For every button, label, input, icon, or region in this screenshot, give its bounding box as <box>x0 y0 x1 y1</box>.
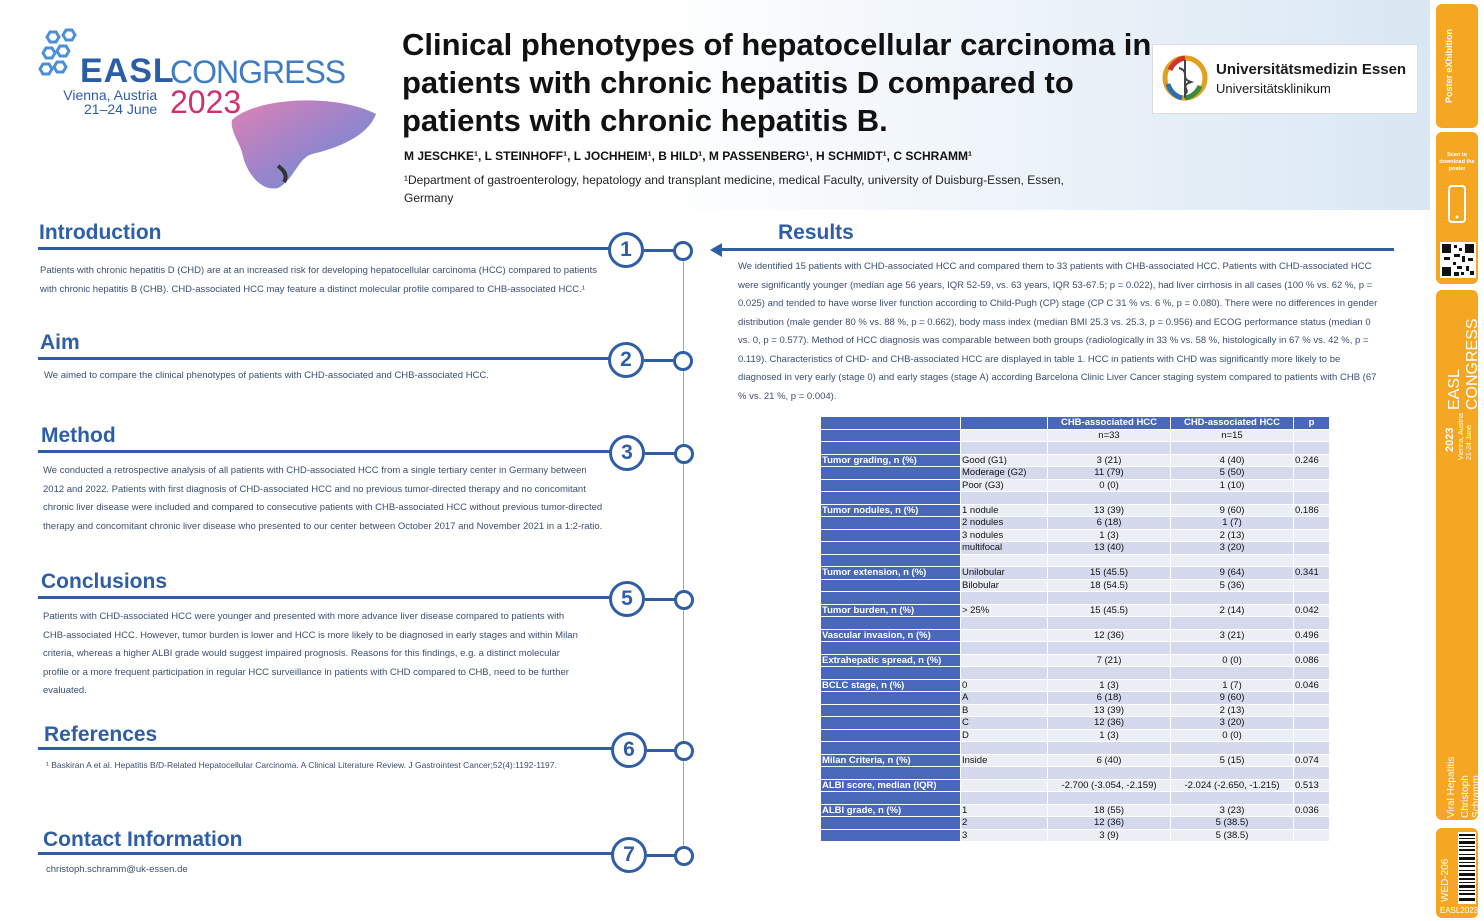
row-sublabel <box>961 655 1047 667</box>
row-sublabel <box>961 592 1047 604</box>
p-value <box>1294 542 1329 554</box>
section-number-7: 7 <box>611 837 647 873</box>
chb-value: 7 (21) <box>1048 655 1170 667</box>
row-label <box>821 730 960 742</box>
row-sublabel: Inside <box>961 755 1047 767</box>
divider <box>722 248 1394 251</box>
section-number-5: 5 <box>609 581 645 617</box>
row-sublabel <box>961 767 1047 779</box>
logo-year: 2023 <box>170 84 242 120</box>
logo-location: Vienna, Austria <box>63 87 158 103</box>
row-sublabel: 2 <box>961 817 1047 829</box>
p-value: 0.246 <box>1294 455 1329 467</box>
chb-value <box>1048 492 1170 504</box>
table-row <box>821 605 1329 617</box>
row-label <box>821 517 960 529</box>
row-sublabel <box>961 492 1047 504</box>
row-label <box>821 430 960 442</box>
chd-value <box>1171 592 1293 604</box>
chb-value <box>1048 555 1170 567</box>
sidebar-code: WED-206 <box>1440 858 1451 902</box>
p-value: 0.496 <box>1294 630 1329 642</box>
easl-logo-icon <box>38 28 82 78</box>
table-header-cell <box>961 417 1047 429</box>
section-heading-references: References <box>44 723 158 746</box>
row-sublabel: A <box>961 692 1047 704</box>
timeline-node <box>674 444 694 464</box>
table-row <box>821 767 1329 779</box>
p-value: 0.186 <box>1294 505 1329 517</box>
sidebar-topic: Viral Hepatitis <box>1446 756 1457 818</box>
divider <box>38 247 610 250</box>
chd-value: 3 (20) <box>1171 717 1293 729</box>
chb-value: 6 (18) <box>1048 517 1170 529</box>
chb-value: 1 (3) <box>1048 680 1170 692</box>
p-value <box>1294 555 1329 567</box>
row-label <box>821 480 960 492</box>
row-sublabel: Bilobular <box>961 580 1047 592</box>
row-label <box>821 467 960 479</box>
chd-value <box>1171 742 1293 754</box>
chb-value: 15 (45.5) <box>1048 605 1170 617</box>
chb-value: 13 (39) <box>1048 705 1170 717</box>
row-label <box>821 542 960 554</box>
row-sublabel <box>961 742 1047 754</box>
table-row <box>821 742 1329 754</box>
connector <box>645 598 677 601</box>
table-row <box>821 592 1329 604</box>
sidebar-congress-dates: 21-24 June <box>1466 424 1473 460</box>
timeline-node <box>673 241 693 261</box>
p-value <box>1294 742 1329 754</box>
row-sublabel: 3 <box>961 830 1047 842</box>
table-row <box>821 630 1329 642</box>
connector <box>644 359 676 362</box>
row-sublabel: D <box>961 730 1047 742</box>
chd-value: 5 (50) <box>1171 467 1293 479</box>
timeline-node <box>674 590 694 610</box>
row-label <box>821 742 960 754</box>
row-label <box>821 830 960 842</box>
results-arrow-icon <box>710 243 722 257</box>
row-label <box>821 555 960 567</box>
table-row <box>821 717 1329 729</box>
divider <box>38 357 610 360</box>
table-row <box>821 555 1329 567</box>
chd-value: 5 (38.5) <box>1171 830 1293 842</box>
chb-value <box>1048 792 1170 804</box>
row-label <box>821 717 960 729</box>
row-label: Tumor grading, n (%) <box>821 455 960 467</box>
p-value <box>1294 730 1329 742</box>
table-row <box>821 792 1329 804</box>
affiliation: ¹Department of gastroenterology, hepatology and transplant medicine, medical Faculty, university of Duisburg-Essen, Essen, Germany <box>404 173 1064 205</box>
row-sublabel: 0 <box>961 680 1047 692</box>
table-row <box>821 505 1329 517</box>
section-number-2: 2 <box>608 342 644 378</box>
connector <box>647 749 677 752</box>
poster-title: Clinical phenotypes of hepatocellular carcinoma in patients with chronic hepatitis D compared to patients with chronic hepatitis B. <box>402 27 1152 138</box>
row-sublabel <box>961 642 1047 654</box>
p-value: 0.046 <box>1294 680 1329 692</box>
chd-value: 0 (0) <box>1171 730 1293 742</box>
sidebar-scan-text: Scan to download the poster <box>1439 152 1475 172</box>
p-value <box>1294 705 1329 717</box>
chd-value <box>1171 442 1293 454</box>
row-label: Vascular invasion, n (%) <box>821 630 960 642</box>
section-heading-introduction: Introduction <box>39 221 162 244</box>
p-value: 0.341 <box>1294 567 1329 579</box>
connector <box>645 452 677 455</box>
row-sublabel: > 25% <box>961 605 1047 617</box>
row-sublabel: Good (G1) <box>961 455 1047 467</box>
row-sublabel <box>961 555 1047 567</box>
contact-email[interactable]: christoph.schramm@uk-essen.de <box>46 864 188 875</box>
chd-value: 1 (7) <box>1171 517 1293 529</box>
chd-value <box>1171 642 1293 654</box>
chb-value: 13 (39) <box>1048 505 1170 517</box>
row-sublabel <box>961 630 1047 642</box>
row-sublabel: Unilobular <box>961 567 1047 579</box>
method-text: We conducted a retrospective analysis of all patients with CHD-associated HCC from a single tertiary center in Germany between 2012 and 2022. Patients with first diagnosis of CHD-associated HCC and no previous tumor-directed therapy and no concomitant chronic liver disease were included and compared to consecutive patients with CHB-associated HCC without previous tumor-directed therapy and concomitant chronic liver disease who presented to our center between October 2017 and November 2021 in a 1:2-ratio. <box>43 465 603 532</box>
chd-value: 4 (40) <box>1171 455 1293 467</box>
table-row <box>821 692 1329 704</box>
table-row <box>821 480 1329 492</box>
results-table-container <box>820 416 1330 842</box>
p-value <box>1294 717 1329 729</box>
row-label <box>821 692 960 704</box>
row-sublabel <box>961 667 1047 679</box>
table-row <box>821 617 1329 629</box>
chb-value: 1 (3) <box>1048 530 1170 542</box>
divider <box>38 596 610 599</box>
chb-value <box>1048 592 1170 604</box>
chd-value: 9 (60) <box>1171 505 1293 517</box>
chb-value <box>1048 442 1170 454</box>
chb-value <box>1048 742 1170 754</box>
chd-value: 5 (36) <box>1171 580 1293 592</box>
section-heading-results: Results <box>778 221 854 244</box>
chd-value <box>1171 767 1293 779</box>
p-value <box>1294 792 1329 804</box>
logo-dates: 21–24 June <box>84 101 158 117</box>
chd-value: n=15 <box>1171 430 1293 442</box>
timeline-node <box>674 741 694 761</box>
table-row <box>821 780 1329 792</box>
section-number-3: 3 <box>609 435 645 471</box>
chd-value <box>1171 492 1293 504</box>
table-row <box>821 492 1329 504</box>
section-heading-method: Method <box>41 424 116 447</box>
author-list: M JESCHKE¹, L STEINHOFF¹, L JOCHHEIM¹, B HILD¹, M PASSENBERG¹, H SCHMIDT¹, C SCHRAMM¹ <box>404 149 973 163</box>
table-row <box>821 680 1329 692</box>
sidebar-author: Christoph Schramm <box>1460 775 1482 818</box>
p-value <box>1294 530 1329 542</box>
row-label <box>821 580 960 592</box>
table-row <box>821 805 1329 817</box>
p-value <box>1294 617 1329 629</box>
logo-location-dates <box>62 88 157 116</box>
chb-value: 0 (0) <box>1048 480 1170 492</box>
row-label <box>821 617 960 629</box>
chd-value <box>1171 667 1293 679</box>
table-row <box>821 430 1329 442</box>
table-row <box>821 442 1329 454</box>
institution-name: Universitätsmedizin Essen <box>1216 61 1407 78</box>
table-row <box>821 705 1329 717</box>
row-sublabel: Poor (G3) <box>961 480 1047 492</box>
table-row <box>821 467 1329 479</box>
timeline-line <box>683 258 684 853</box>
table-row <box>821 530 1329 542</box>
sidebar-congress-year: 2023 <box>1444 427 1456 452</box>
p-value: 0.086 <box>1294 655 1329 667</box>
conclusions-text: Patients with CHD-associated HCC were younger and presented with more advance liver disease compared to patients with CHB-associated HCC. However, tumor burden is lower and HCC is more likely to be diagnosed in early stages and within Milan criteria, whereas a higher ALBI grade would suggest impaired prognosis. Reasons for this findings, e.g. a distinct molecular profile or a more frequent participation in regular HCC surveillance in patients with CHD compared to CHB, need to be further evaluated. <box>43 611 578 696</box>
p-value <box>1294 580 1329 592</box>
table-row <box>821 655 1329 667</box>
chd-value: -2.024 (-2.650, -1.215) <box>1171 780 1293 792</box>
chb-value: 6 (18) <box>1048 692 1170 704</box>
chb-value <box>1048 667 1170 679</box>
row-sublabel: 3 nodules <box>961 530 1047 542</box>
table-row <box>821 755 1329 767</box>
section-heading-conclusions: Conclusions <box>41 570 168 593</box>
results-text: We identified 15 patients with CHD-associated HCC and compared them to 33 patients with CHB-associated HCC. Patients with CHD-associated HCC were significantly younger (median age 56 years, IQR 52-59, vs. 63 years, IQR 53-67.5; p = 0.022), had liver cirrhosis in all cases (100 % vs. 62 %, p = 0.025) and tended to have worse liver function according to Child-Pugh (CP) stage (CP C 31 % vs. 6 %, p = 0.080). There were no differences in gender distribution (male gender 80 % vs. 88 %, p = 0.662), body mass index (median BMI 25.3 vs. 25.3, p = 0.956) and ECOG performance status (median 0 vs. 0, p = 0.577). Method of HCC diagnosis was comparable between both groups (radiologically in 33 % vs. 58 %, histologically in 67 % vs. 42 %, p = 0.119). Characteristics of CHD- and CHB-associated HCC are displayed in table 1. HCC in patients with CHD was significantly more likely to be diagnosed in very early (stage 0) and early stages (stage A) according Barcelona Clinic Liver Cancer staging system compared to patients with CHB (67 % vs. 21 %, p = 0.004). <box>738 261 1378 402</box>
p-value <box>1294 467 1329 479</box>
chb-value: 3 (21) <box>1048 455 1170 467</box>
p-value <box>1294 767 1329 779</box>
row-label <box>821 492 960 504</box>
chd-value: 2 (14) <box>1171 605 1293 617</box>
row-label <box>821 817 960 829</box>
table-row <box>821 517 1329 529</box>
table-header-cell: CHB-associated HCC <box>1048 417 1170 429</box>
p-value: 0.074 <box>1294 755 1329 767</box>
row-sublabel: 1 <box>961 805 1047 817</box>
chd-value: 3 (21) <box>1171 630 1293 642</box>
divider <box>38 450 610 453</box>
table-row <box>821 642 1329 654</box>
divider <box>38 852 612 855</box>
logo-congress: CONGRESS <box>170 54 346 90</box>
row-sublabel: C <box>961 717 1047 729</box>
chb-value <box>1048 767 1170 779</box>
row-label: BCLC stage, n (%) <box>821 680 960 692</box>
chb-value: 18 (55) <box>1048 805 1170 817</box>
p-value: 0.042 <box>1294 605 1329 617</box>
results-table <box>820 416 1330 842</box>
chd-value: 5 (38.5) <box>1171 817 1293 829</box>
row-label <box>821 705 960 717</box>
institution-sub: Universitätsklinikum <box>1216 81 1331 96</box>
chd-value: 1 (10) <box>1171 480 1293 492</box>
section-number-1: 1 <box>608 232 644 268</box>
chb-value: 12 (36) <box>1048 717 1170 729</box>
p-value <box>1294 692 1329 704</box>
chb-value: 1 (3) <box>1048 730 1170 742</box>
barcode-icon <box>1458 832 1476 904</box>
p-value <box>1294 667 1329 679</box>
table-header-row <box>821 417 1329 429</box>
sidebar-footer: EASL2023 <box>1439 906 1479 915</box>
table-row <box>821 580 1329 592</box>
p-value <box>1294 430 1329 442</box>
row-label: Tumor burden, n (%) <box>821 605 960 617</box>
table-row <box>821 455 1329 467</box>
aim-text: We aimed to compare the clinical phenotypes of patients with CHD-associated and CHB-associated HCC. <box>44 370 489 381</box>
p-value: 0.513 <box>1294 780 1329 792</box>
chb-value: 11 (79) <box>1048 467 1170 479</box>
row-label: ALBI grade, n (%) <box>821 805 960 817</box>
chb-value <box>1048 642 1170 654</box>
row-label <box>821 667 960 679</box>
section-heading-aim: Aim <box>40 331 80 354</box>
row-label <box>821 642 960 654</box>
chd-value <box>1171 792 1293 804</box>
divider <box>38 747 612 750</box>
phone-icon <box>1447 184 1467 224</box>
section-heading-contact: Contact Information <box>43 828 243 851</box>
table-row <box>821 667 1329 679</box>
table-row <box>821 730 1329 742</box>
p-value: 0.036 <box>1294 805 1329 817</box>
chd-value <box>1171 555 1293 567</box>
table-header-cell: p <box>1294 417 1329 429</box>
sidebar-congress-label: EASL CONGRESS <box>1446 318 1481 410</box>
qr-code-icon[interactable] <box>1440 242 1476 278</box>
row-sublabel: 1 nodule <box>961 505 1047 517</box>
references-text: ¹ Baskiran A et al. Hepatitis B/D-Related Hepatocellular Carcinoma. A Clinical Literature Review. J Gastrointest Cancer;52(4):1192-1197. <box>46 760 557 770</box>
chb-value: 12 (36) <box>1048 817 1170 829</box>
chd-value: 5 (15) <box>1171 755 1293 767</box>
chb-value: 13 (40) <box>1048 542 1170 554</box>
section-number-6: 6 <box>611 732 647 768</box>
row-sublabel <box>961 780 1047 792</box>
chd-value: 1 (7) <box>1171 680 1293 692</box>
chd-value: 3 (23) <box>1171 805 1293 817</box>
liver-illustration-icon <box>228 96 380 192</box>
row-label: ALBI score, median (IQR) <box>821 780 960 792</box>
table-row <box>821 817 1329 829</box>
sidebar-poster-label: Poster eXhibition <box>1444 29 1454 104</box>
row-label <box>821 767 960 779</box>
chb-value: -2.700 (-3.054, -2.159) <box>1048 780 1170 792</box>
row-sublabel <box>961 442 1047 454</box>
sidebar-congress-place: Vienna, Austria <box>1458 413 1465 460</box>
table-row <box>821 567 1329 579</box>
chd-value: 9 (64) <box>1171 567 1293 579</box>
connector <box>647 854 677 857</box>
row-label <box>821 530 960 542</box>
row-sublabel: multifocal <box>961 542 1047 554</box>
logo-easl: EASL <box>80 52 175 90</box>
chb-value: 15 (45.5) <box>1048 567 1170 579</box>
chd-value <box>1171 617 1293 629</box>
row-sublabel <box>961 617 1047 629</box>
chb-value: 12 (36) <box>1048 630 1170 642</box>
chd-value: 2 (13) <box>1171 705 1293 717</box>
row-label: Extrahepatic spread, n (%) <box>821 655 960 667</box>
table-row <box>821 830 1329 842</box>
chb-value: 18 (54.5) <box>1048 580 1170 592</box>
p-value <box>1294 830 1329 842</box>
connector <box>644 249 676 252</box>
table-row <box>821 542 1329 554</box>
timeline-node <box>674 846 694 866</box>
row-label <box>821 792 960 804</box>
chb-value: 6 (40) <box>1048 755 1170 767</box>
timeline-node <box>673 351 693 371</box>
chd-value: 0 (0) <box>1171 655 1293 667</box>
p-value <box>1294 480 1329 492</box>
row-label: Tumor extension, n (%) <box>821 567 960 579</box>
chb-value: 3 (9) <box>1048 830 1170 842</box>
chb-value: n=33 <box>1048 430 1170 442</box>
row-label <box>821 592 960 604</box>
row-sublabel <box>961 430 1047 442</box>
chd-value: 9 (60) <box>1171 692 1293 704</box>
table-header-cell <box>821 417 960 429</box>
row-sublabel: Moderage (G2) <box>961 467 1047 479</box>
p-value <box>1294 492 1329 504</box>
row-label <box>821 442 960 454</box>
row-label: Milan Criteria, n (%) <box>821 755 960 767</box>
p-value <box>1294 517 1329 529</box>
institution-logo-icon <box>1162 52 1208 104</box>
chd-value: 3 (20) <box>1171 542 1293 554</box>
chd-value: 2 (13) <box>1171 530 1293 542</box>
p-value <box>1294 817 1329 829</box>
row-sublabel: 2 nodules <box>961 517 1047 529</box>
table-header-cell: CHD-associated HCC <box>1171 417 1293 429</box>
row-label: Tumor nodules, n (%) <box>821 505 960 517</box>
p-value <box>1294 592 1329 604</box>
p-value <box>1294 642 1329 654</box>
chb-value <box>1048 617 1170 629</box>
row-sublabel <box>961 792 1047 804</box>
row-sublabel: B <box>961 705 1047 717</box>
introduction-text: Patients with chronic hepatitis D (CHD) are at an increased risk for developing hepatocellular carcinoma (HCC) compared to patients with chronic hepatitis B (CHB). CHD-associated HCC may feature a distinct molecular profile compared to CHB-associated HCC.¹ <box>40 265 598 295</box>
p-value <box>1294 442 1329 454</box>
